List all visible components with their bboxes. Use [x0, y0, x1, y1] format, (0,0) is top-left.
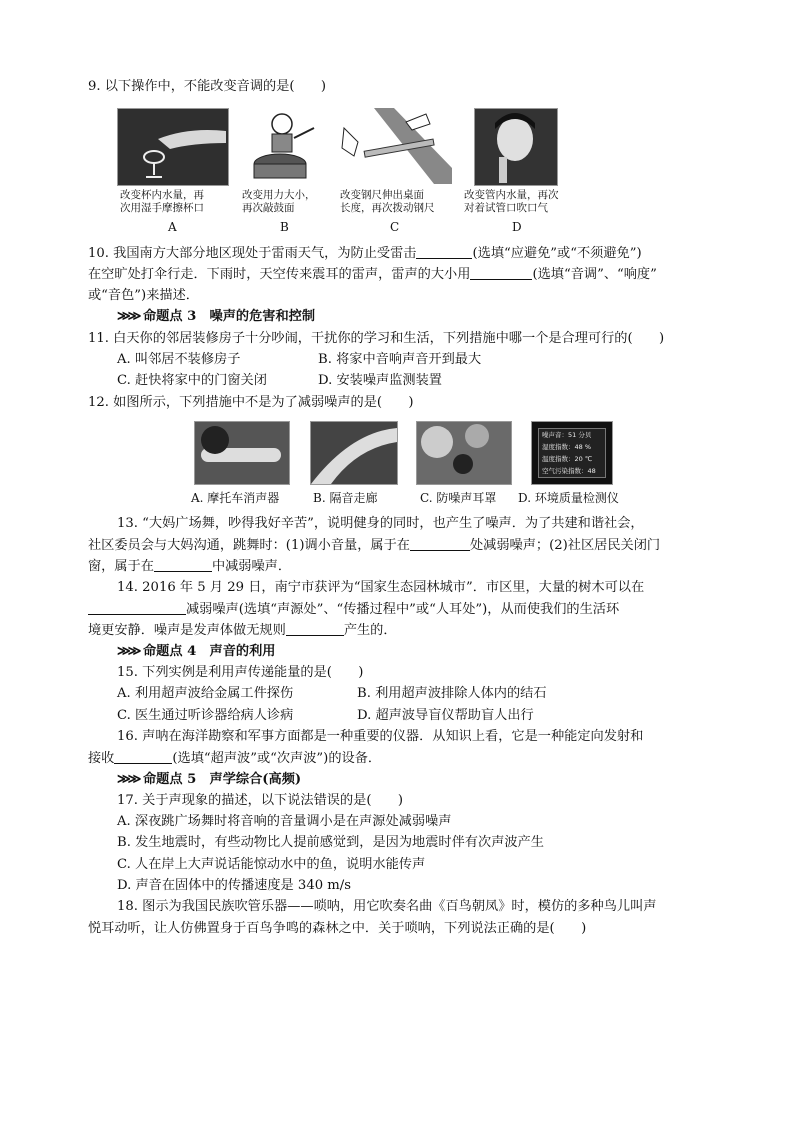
- q12-image-b: [310, 421, 398, 485]
- q13-line-3: 窗，属于在 中减弱噪声．: [88, 559, 292, 574]
- hand-glass-icon: [118, 109, 228, 185]
- q12-stem: 12. 如图所示，下列措施中不是为了减弱噪声的是( ): [88, 395, 414, 410]
- q12-image-d: [531, 421, 613, 485]
- q15-option-c[interactable]: C. 医生通过听诊器给病人诊病: [117, 708, 294, 723]
- q11-option-d[interactable]: D. 安装噪声监测装置: [318, 373, 442, 388]
- q15-option-d[interactable]: D. 超声波导盲仪帮助盲人出行: [357, 708, 534, 723]
- soundproof-corridor-icon: [311, 422, 397, 484]
- q12-image-c: [416, 421, 512, 485]
- q17-stem: 17. 关于声现象的描述，以下说法错误的是( ): [117, 793, 404, 808]
- section-4-heading: ≫≫ 命题点 4 声音的利用: [117, 644, 276, 659]
- q17-option-b[interactable]: B. 发生地震时，有些动物比人提前感觉到，是因为地震时伴有次声波产生: [117, 835, 544, 850]
- q9-d-caption-2: 对着试管口吹口气: [464, 202, 548, 214]
- q16-blank-1[interactable]: [114, 749, 172, 764]
- q9-option-d: D: [512, 220, 522, 234]
- q9-c-caption-1: 改变钢尺伸出桌面: [340, 189, 424, 201]
- q18-line-1: 18. 图示为我国民族吹管乐器——唢呐，用它吹奏名曲《百鸟朝凤》时，模仿的多种鸟儿叫声: [117, 899, 657, 914]
- q14-line-3: 境更安静．噪声是发声体做无规则 产生的．: [88, 623, 397, 638]
- q9-stem: 9. 以下操作中，不能改变音调的是( ): [88, 79, 327, 94]
- q9-b-caption-2: 再次敲鼓面: [242, 202, 295, 214]
- q12-caption-c: C. 防噪声耳罩: [420, 491, 497, 505]
- q18-line-2: 悦耳动听，让人仿佛置身于百鸟争鸣的森林之中．关于唢呐，下列说法正确的是( ): [88, 921, 587, 936]
- drummer-icon: [234, 108, 326, 184]
- q9-b-caption-1: 改变用力大小，: [242, 189, 316, 201]
- q9-image-a: [117, 108, 229, 186]
- q15-stem: 15. 下列实例是利用声传递能量的是( ): [117, 665, 364, 680]
- monitor-humidity: 湿度指数：48 %: [542, 443, 592, 451]
- q14-line-2: 减弱噪声(选填“声源处”、“传播过程中”或“人耳处”)，从而使我们的生活环: [88, 600, 619, 619]
- q9-option-a: A: [168, 220, 177, 234]
- q14-blank-2[interactable]: [286, 621, 344, 636]
- q11-stem: 11. 白天你的邻居装修房子十分吵闹，干扰你的学习和生活，下列措施中哪一个是合理可行的( ): [88, 331, 665, 346]
- ruler-table-icon: [334, 108, 452, 184]
- monitor-temperature: 温度指数：20 ℃: [542, 455, 593, 463]
- q10-line-1: 10. 我国南方大部分地区现处于雷雨天气，为防止受雷击 (选填“应避免”或“不须避免”): [88, 246, 642, 261]
- q9-d-caption-1: 改变管内水量，再次: [464, 189, 559, 201]
- q9-a-caption-2: 次用湿手摩擦杯口: [120, 202, 204, 214]
- q9-image-d: [474, 108, 558, 186]
- q15-option-b[interactable]: B. 利用超声波排除人体内的结石: [357, 686, 547, 701]
- q10-line-3: 或“音色”)来描述．: [88, 288, 199, 303]
- q9-image-b: [234, 108, 326, 184]
- q10-blank-2[interactable]: [470, 265, 532, 280]
- q12-caption-d: D. 环境质量检测仪: [518, 491, 619, 505]
- q11-option-b[interactable]: B. 将家中音响声音开到最大: [318, 352, 482, 367]
- girl-test-tube-icon: [475, 109, 557, 185]
- q11-option-a[interactable]: A. 叫邻居不装修房子: [117, 352, 241, 367]
- q14-line-1: 14. 2016 年 5 月 29 日，南宁市获评为“国家生态园林城市”．市区里，大量的树木可以在: [117, 580, 645, 595]
- q16-line-1: 16. 声呐在海洋勘察和军事方面都是一种重要的仪器．从知识上看，它是一种能定向发射和: [117, 729, 644, 744]
- q9-a-caption-1: 改变杯内水量，再: [120, 189, 204, 201]
- q9-option-b: B: [280, 220, 289, 234]
- q11-option-c[interactable]: C. 赶快将家中的门窗关闭: [117, 373, 267, 388]
- q10-blank-1[interactable]: [416, 244, 472, 259]
- q9-option-c: C: [390, 220, 400, 234]
- section-3-heading: ≫≫ 命题点 3 噪声的危害和控制: [117, 309, 316, 324]
- q12-caption-b: B. 隔音走廊: [313, 491, 378, 505]
- double-arrow-icon: ≫≫: [117, 644, 139, 659]
- q9-image-c: [334, 108, 452, 184]
- q13-blank-1[interactable]: [410, 536, 470, 551]
- q12-image-a: [194, 421, 290, 485]
- section-5-heading: ≫≫ 命题点 5 声学综合(高频): [117, 772, 302, 787]
- double-arrow-icon: ≫≫: [117, 772, 139, 787]
- q16-line-2: 接收 (选填“超声波”或“次声波”)的设备．: [88, 751, 382, 766]
- q17-option-a[interactable]: A. 深夜跳广场舞时将音响的音量调小是在声源处减弱噪声: [117, 814, 452, 829]
- q13-line-2: 社区委员会与大妈沟通，跳舞时：(1)调小音量，属于在 处减弱噪声；(2)社区居民关闭门: [88, 538, 661, 553]
- q17-option-d[interactable]: D. 声音在固体中的传播速度是 340 m/s: [117, 878, 352, 893]
- q10-line-2: 在空旷处打伞行走．下雨时，天空传来震耳的雷声，雷声的大小用 (选填“音调”、“响度”: [88, 267, 657, 282]
- q14-blank-1[interactable]: [88, 600, 186, 615]
- double-arrow-icon: ≫≫: [117, 309, 139, 324]
- q9-c-caption-2: 长度，再次拨动钢尺: [340, 202, 435, 214]
- q13-blank-2[interactable]: [154, 557, 212, 572]
- ear-muffs-factory-icon: [417, 422, 511, 484]
- q15-option-a[interactable]: A. 利用超声波给金属工件探伤: [117, 686, 294, 701]
- monitor-noise: 噪声音：51 分贝: [542, 431, 592, 439]
- q13-line-1: 13. “大妈广场舞，吵得我好辛苦”，说明健身的同时，也产生了噪声．为了共建和谐社会，: [117, 516, 644, 531]
- monitor-pollution: 空气污染指数：48: [542, 467, 596, 475]
- motorcycle-muffler-icon: [195, 422, 289, 484]
- q12-caption-a: A. 摩托车消声器: [191, 491, 280, 505]
- q17-option-c[interactable]: C. 人在岸上大声说话能惊动水中的鱼，说明水能传声: [117, 857, 426, 872]
